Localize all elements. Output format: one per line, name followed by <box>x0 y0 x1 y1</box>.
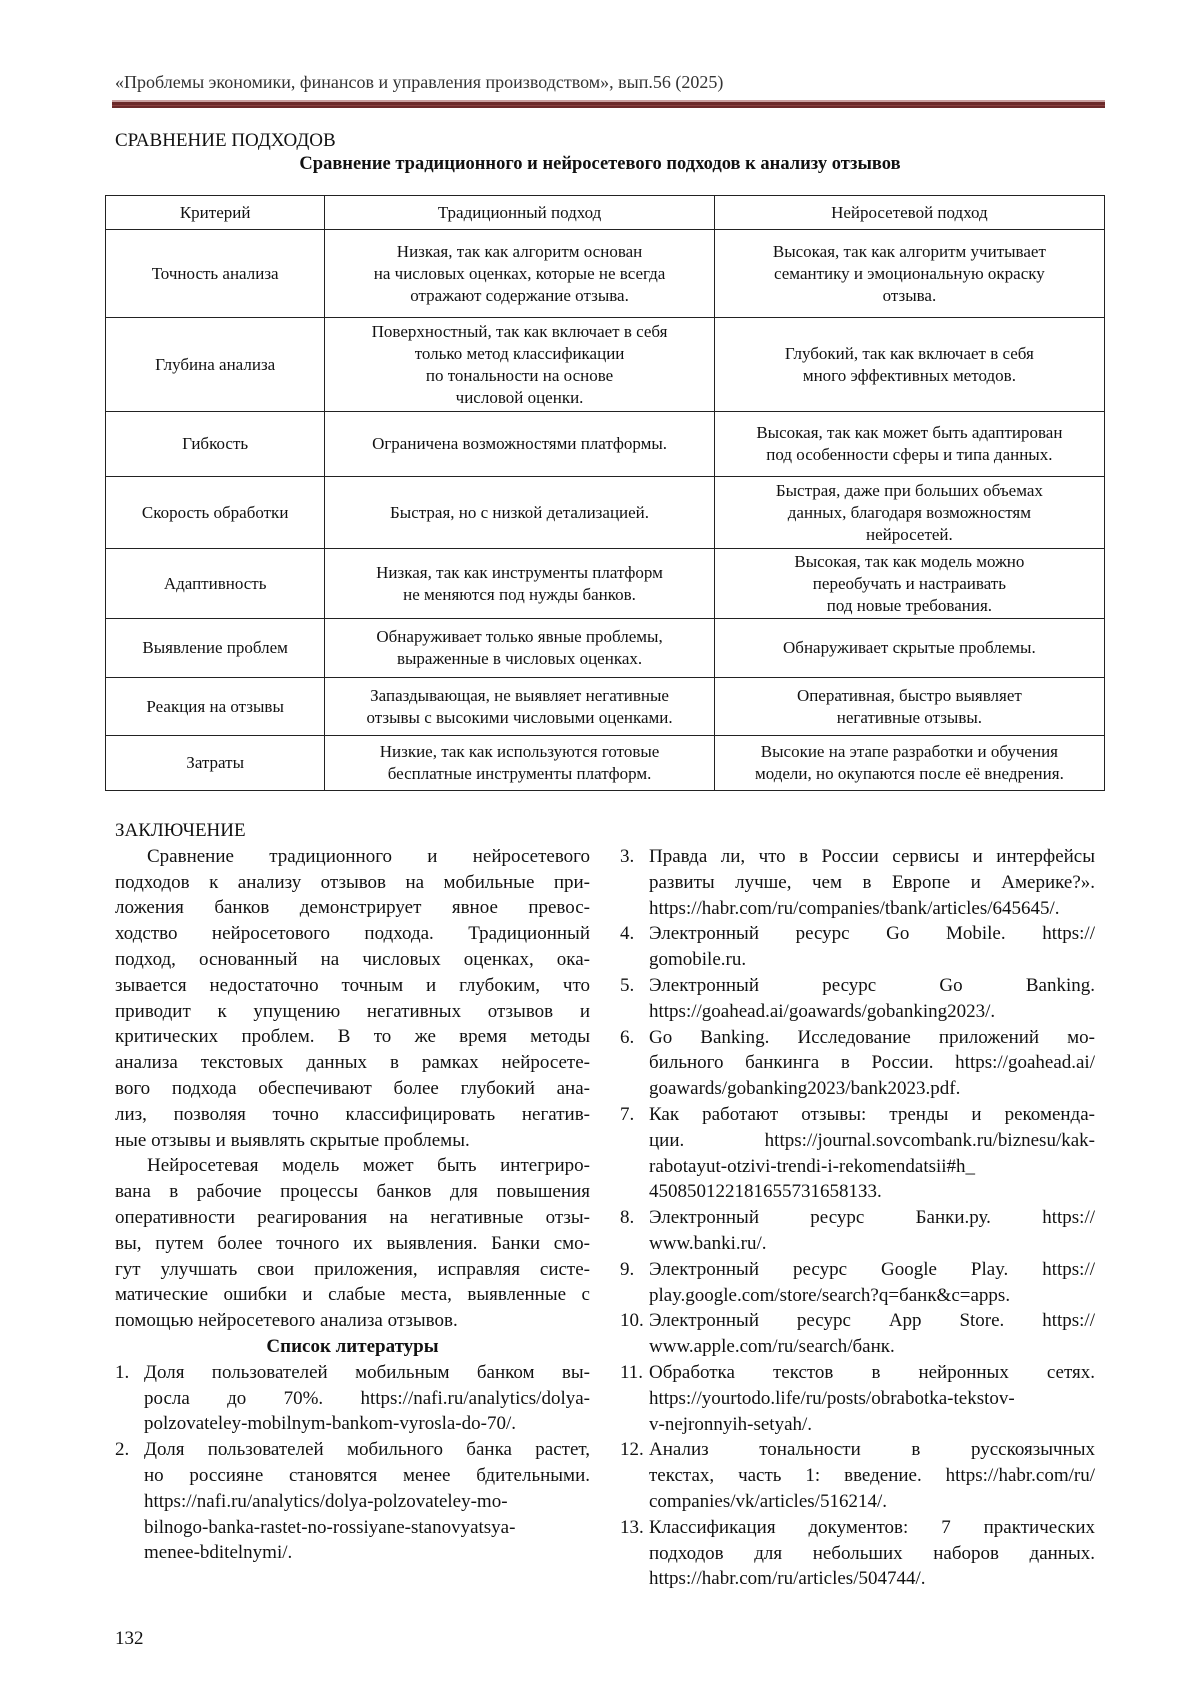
reference-number: 12. <box>620 1439 644 1461</box>
text-line: вы, путем более точного их выявления. Банки смо- <box>115 1232 590 1254</box>
text-line: ные отзывы и выявлять скрытые проблемы. <box>115 1129 470 1151</box>
text-line: https://habr.com/ru/companies/tbank/articles/645645/. <box>649 897 1060 919</box>
text-line: https://yourtodo.life/ru/posts/obrabotka-tekstov- <box>649 1387 1015 1409</box>
table-cell: Высокая, так как может быть адаптирован под особенности сферы и типа данных. <box>714 412 1104 477</box>
reference-item <box>620 973 1095 1025</box>
text-line: приводит к упущению негативных отзывов и <box>115 1000 590 1022</box>
text-line: Доля пользователей мобильного банка растет, <box>144 1439 590 1461</box>
reference-text <box>649 1360 1095 1437</box>
text-line: гут улучшать свои приложения, исправляя систе- <box>115 1258 590 1280</box>
text-line: https://nafi.ru/analytics/dolya-polzovateley-mo- <box>144 1490 508 1512</box>
text-line: 4508501221816557316581З3. <box>649 1181 882 1203</box>
table-cell: Оперативная, быстро выявляет негативные отзывы. <box>714 678 1104 736</box>
text-line: Электронный ресурс Go Mobile. https:// <box>649 923 1095 945</box>
reference-text <box>649 1515 1095 1592</box>
text-line: Обработка текстов в нейронных сетях. <box>649 1361 1095 1383</box>
text-line: подход, основанный на числовых оценках, ока- <box>115 948 590 970</box>
text-line: но россияне становятся менее бдительными. <box>144 1464 590 1486</box>
text-line: Электронный ресурс Go Banking. <box>649 974 1095 996</box>
text-line: росла до 70%. https://nafi.ru/analytics/dolya- <box>144 1387 590 1409</box>
criterion-cell: Гибкость <box>106 412 325 477</box>
text-line: вого подхода обеспечивают более глубокий ана- <box>115 1077 590 1099</box>
table-cell: Быстрая, но с низкой детализацией. <box>325 477 714 549</box>
header-rule <box>112 100 1105 108</box>
table-cell: Поверхностный, так как включает в себя только метод классификации по тональности на основе числовой оценки. <box>325 318 714 412</box>
reference-text <box>144 1360 590 1437</box>
reference-number: 11. <box>620 1361 644 1383</box>
left-column <box>115 818 590 1566</box>
reference-text <box>649 1308 1095 1360</box>
reference-number: 4. <box>620 923 635 945</box>
table-row <box>106 736 1105 791</box>
text-line: https://goahead.ai/goawards/gobanking2023/. <box>649 1000 996 1022</box>
table-cell: Ограничена возможностями платформы. <box>325 412 714 477</box>
paragraph <box>115 1153 590 1334</box>
reference-item <box>620 1437 1095 1514</box>
criterion-cell: Скорость обработки <box>106 477 325 549</box>
reference-text <box>649 921 1095 973</box>
table-row <box>106 318 1105 412</box>
text-line: Электронный ресурс Google Play. https:// <box>649 1258 1095 1280</box>
conclusion-heading: ЗАКЛЮЧЕНИЕ <box>115 820 246 841</box>
text-line: оперативности реагирования на негативные отзы- <box>115 1206 590 1228</box>
criterion-cell: Глубина анализа <box>106 318 325 412</box>
criterion-cell: Реакция на отзывы <box>106 678 325 736</box>
text-line: v-nejronnyih-setyah/. <box>649 1413 813 1435</box>
reference-text <box>649 1102 1095 1205</box>
criterion-cell: Выявление проблем <box>106 619 325 678</box>
reference-item <box>620 921 1095 973</box>
reference-number: 10. <box>620 1310 644 1332</box>
reference-text <box>649 844 1095 921</box>
table-cell: Низкая, так как алгоритм основан на числовых оценках, которые не всегда отражают содержание отзыва. <box>325 230 714 318</box>
text-line: критических проблем. В то же время методы <box>115 1026 590 1048</box>
column-header: Критерий <box>106 196 325 230</box>
running-head: «Проблемы экономики, финансов и управления производством», вып.56 (2025) <box>115 72 724 92</box>
text-line: зывается недостаточно точным и глубоким, что <box>115 974 590 996</box>
text-line: помощью нейросетевого анализа отзывов. <box>115 1310 458 1332</box>
table-cell: Низкие, так как используются готовые бесплатные инструменты платформ. <box>325 736 714 791</box>
text-line: goawards/gobanking2023/bank2023.pdf. <box>649 1078 961 1100</box>
text-line: www.banki.ru/. <box>649 1232 767 1254</box>
reference-number: 7. <box>620 1103 635 1125</box>
table-cell: Быстрая, даже при больших объемах данных, благодаря возможностям нейросетей. <box>714 477 1104 549</box>
reference-item <box>115 1437 590 1566</box>
column-header: Нейросетевой подход <box>714 196 1104 230</box>
text-line: play.google.com/store/search?q=банк&c=apps. <box>649 1284 1011 1306</box>
page-number: 132 <box>115 1628 144 1649</box>
text-line: Правда ли, что в России сервисы и интерфейсы <box>649 846 1095 867</box>
reference-number: 9. <box>620 1258 635 1280</box>
table-cell: Обнаруживает скрытые проблемы. <box>714 619 1104 678</box>
text-line: развиты лучше, чем в Европе и Америке?». <box>649 871 1095 893</box>
table-row <box>106 230 1105 318</box>
comparison-table <box>105 195 1105 791</box>
criterion-cell: Точность анализа <box>106 230 325 318</box>
text-line: ложения банков демонстрирует явное превос- <box>115 897 590 919</box>
text-line: Как работают отзывы: тренды и рекоменда- <box>649 1103 1095 1125</box>
reference-number: 6. <box>620 1026 635 1048</box>
text-line: www.apple.com/ru/search/банк. <box>649 1336 895 1358</box>
paragraph <box>115 844 590 1154</box>
text-line: Электронный ресурс Банки.ру. https:// <box>649 1207 1095 1229</box>
table-cell: Запаздывающая, не выявляет негативные отзывы с высокими числовыми оценками. <box>325 678 714 736</box>
reference-item <box>620 1360 1095 1437</box>
table-cell: Высокая, так как модель можно переобучать и настраивать под новые требования. <box>714 549 1104 619</box>
table-cell: Обнаруживает только явные проблемы, выраженные в числовых оценках. <box>325 619 714 678</box>
table-cell: Высокая, так как алгоритм учитывает семантику и эмоциональную окраску отзыва. <box>714 230 1104 318</box>
table-row <box>106 549 1105 619</box>
text-line: подходов к анализу отзывов на мобильные при- <box>115 871 590 893</box>
criterion-cell: Адаптивность <box>106 549 325 619</box>
text-line: bilnogo-banka-rastet-no-rossiyane-stanovyatsya- <box>144 1516 516 1538</box>
text-line: ходство нейросетового подхода. Традиционный <box>115 923 590 945</box>
reference-text <box>649 1025 1095 1102</box>
reference-text <box>649 1257 1095 1309</box>
text-line: rabotayut-otzivi-trendi-i-rekomendatsii#h_ <box>649 1155 976 1177</box>
text-line: лиз, позволяя точно классифицировать негатив- <box>115 1103 590 1125</box>
text-line: Сравнение традиционного и нейросетевого <box>147 845 590 867</box>
reference-item <box>620 844 1095 921</box>
reference-item <box>620 1205 1095 1257</box>
text-line: ции. https://journal.sovcombank.ru/biznesu/kak- <box>649 1129 1095 1151</box>
section-title: СРАВНЕНИЕ ПОДХОДОВ <box>115 130 336 151</box>
criterion-cell: Затраты <box>106 736 325 791</box>
text-line: Доля пользователей мобильным банком вы- <box>144 1361 590 1383</box>
table-row <box>106 619 1105 678</box>
text-line: Go Banking. Исследование приложений мо- <box>649 1026 1095 1048</box>
reference-text <box>649 1205 1095 1257</box>
right-column <box>620 844 1095 1592</box>
reference-item <box>115 1360 590 1437</box>
text-line: menee-bditelnymi/. <box>144 1542 293 1564</box>
text-line: матические ошибки и слабые места, выявленные с <box>115 1284 590 1306</box>
column-header: Традиционный подход <box>325 196 714 230</box>
table-cell: Глубокий, так как включает в себя много эффективных методов. <box>714 318 1104 412</box>
table-row <box>106 678 1105 736</box>
text-line: текстах, часть 1: введение. https://habr.com/ru/ <box>649 1465 1095 1487</box>
text-line: Нейросетевая модель может быть интегриро- <box>147 1155 590 1177</box>
reference-number: 13. <box>620 1516 644 1538</box>
table-cell: Высокие на этапе разработки и обучения модели, но окупаются после её внедрения. <box>714 736 1104 791</box>
text-line: бильного банкинга в России. https://goahead.ai/ <box>649 1052 1095 1074</box>
reference-item <box>620 1515 1095 1592</box>
reference-number: 8. <box>620 1207 635 1229</box>
reference-item <box>620 1257 1095 1309</box>
text-line: подходов для небольших наборов данных. <box>649 1542 1095 1564</box>
reference-text <box>144 1437 590 1566</box>
reference-number: 2. <box>115 1439 130 1461</box>
text-line: Анализ тональности в русскоязычных <box>649 1439 1095 1461</box>
text-line: gomobile.ru. <box>649 949 747 971</box>
reference-item <box>620 1102 1095 1205</box>
reference-number: 3. <box>620 846 635 867</box>
reference-number: 5. <box>620 974 635 996</box>
table-caption: Сравнение традиционного и нейросетевого подходов к анализу отзывов <box>299 154 901 174</box>
text-line: вана в рабочие процессы банков для повышения <box>115 1181 590 1203</box>
text-line: анализа текстовых данных в рамках нейросете- <box>115 1052 590 1074</box>
text-line: polzovateley-mobilnym-bankom-vyrosla-do-70/. <box>144 1413 516 1435</box>
table-row <box>106 477 1105 549</box>
reference-item <box>620 1025 1095 1102</box>
text-line: Классификация документов: 7 практических <box>649 1516 1095 1538</box>
reference-number: 1. <box>115 1361 130 1383</box>
reference-item <box>620 1308 1095 1360</box>
table-header-row <box>106 196 1105 230</box>
table-row <box>106 412 1105 477</box>
references-heading: Список литературы <box>266 1335 439 1357</box>
reference-text <box>649 1437 1095 1514</box>
text-line: companies/vk/articles/516214/. <box>649 1490 887 1512</box>
text-line: https://habr.com/ru/articles/504744/. <box>649 1568 926 1590</box>
reference-text <box>649 973 1095 1025</box>
table-cell: Низкая, так как инструменты платформ не меняются под нужды банков. <box>325 549 714 619</box>
text-line: Электронный ресурс App Store. https:// <box>649 1310 1095 1332</box>
